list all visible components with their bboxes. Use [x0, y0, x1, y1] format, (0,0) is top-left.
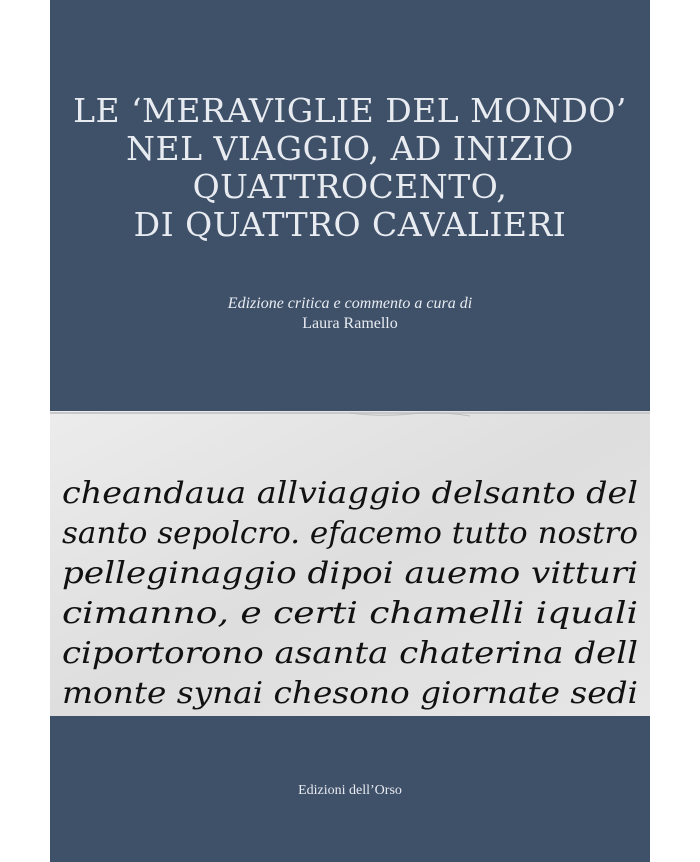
title-line-4: DI QUATTRO CAVALIERI: [133, 205, 567, 244]
manuscript-image: [50, 411, 650, 716]
title-line-3: QUATTROCENTO,: [192, 167, 508, 206]
manuscript-line-4: cimanno, e certi chamelli iquali: [62, 596, 638, 631]
editor-label: Edizione critica e commento a cura di: [227, 295, 473, 312]
manuscript-line-6: monte synai chesono giornate sedi: [62, 676, 638, 711]
title-line-2: NEL VIAGGIO, AD INIZIO: [126, 129, 574, 168]
editor-credit: [50, 294, 650, 334]
editor-name: Laura Ramello: [302, 315, 398, 332]
manuscript-line-3: pelleginaggio dipoi auemo vitturi: [62, 556, 638, 591]
publisher-name: Edizioni dell’Orso: [298, 783, 402, 798]
manuscript-line-1: cheandaua allviaggio delsanto del: [62, 476, 638, 511]
manuscript-line-5: ciportorono asanta chaterina dell: [62, 636, 638, 671]
title-line-1: LE ‘MERAVIGLIE DEL MONDO’: [73, 91, 627, 130]
manuscript-line-2: santo sepolcro. efacemo tutto nostro: [62, 516, 638, 551]
book-title: [50, 92, 650, 244]
book-cover: [50, 0, 650, 862]
manuscript-handwriting: [50, 411, 650, 716]
